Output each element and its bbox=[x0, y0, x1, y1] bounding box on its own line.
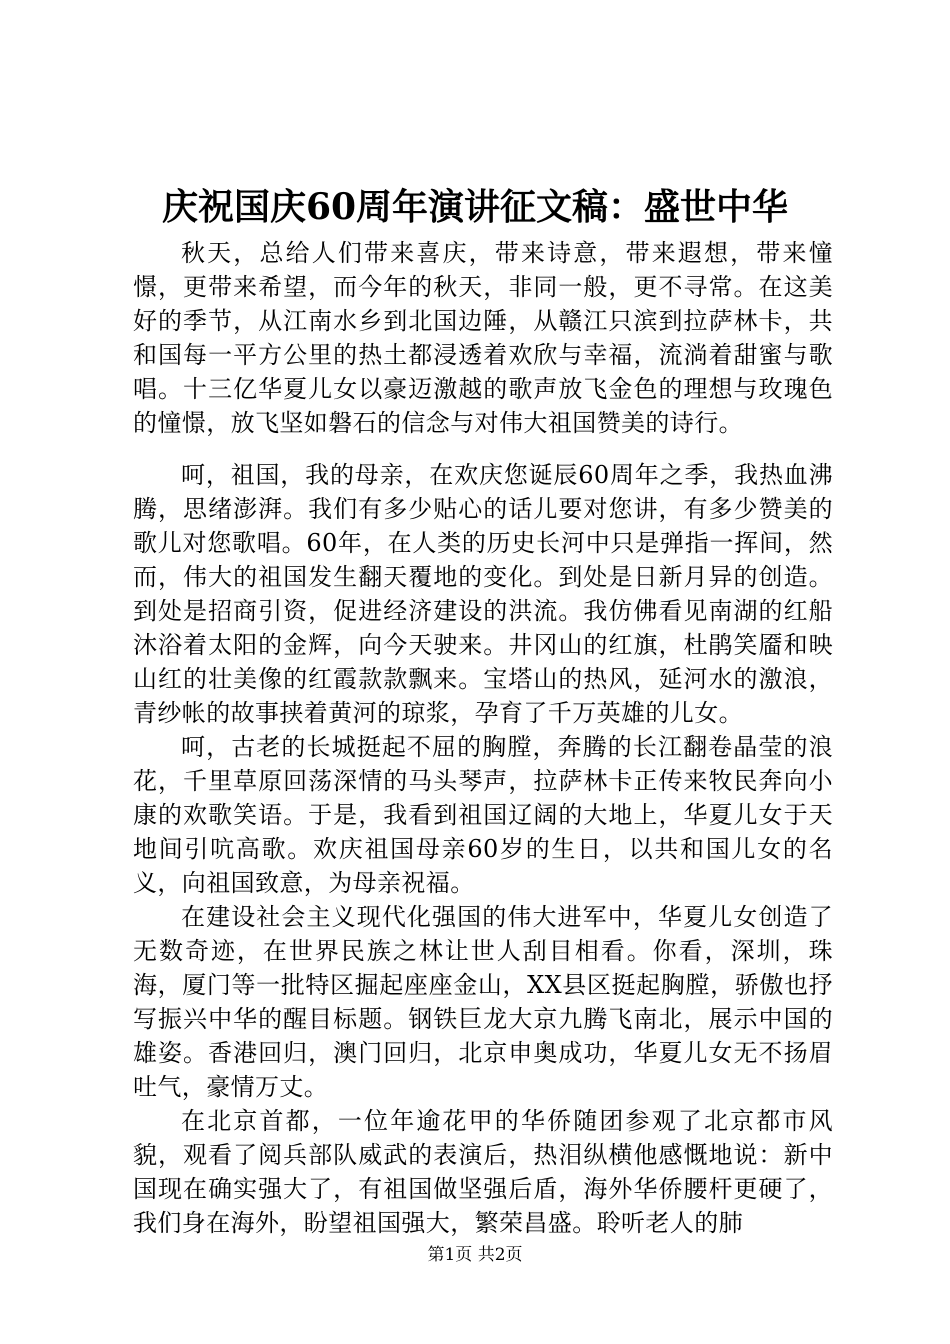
paragraph-construction: 在建设社会主义现代化强国的伟大进军中，华夏儿女创造了无数奇迹，在世界民族之林让世人刮目相看。你看，深圳，珠海，厦门等一批特区掘起座座金山，XX县区挺起胸膛，骄傲也抒写振兴中华的醒目标题。钢铁巨龙大京九腾飞南北，展示中国的雄姿。香港回归，澳门回归，北京申奥成功，华夏儿女无不扬眉吐气，豪情万丈。 bbox=[133, 903, 833, 1101]
document-title: 庆祝国庆60周年演讲征文稿：盛世中华 bbox=[161, 186, 789, 228]
document-body bbox=[133, 236, 833, 1240]
page-number-footer: 第1页 共2页 bbox=[427, 1245, 523, 1265]
paragraph-motherland: 呵，祖国，我的母亲，在欢庆您诞辰60周年之季，我热血沸腾，思绪澎湃。我们有多少贴心的话儿要对您讲，有多少赞美的歌儿对您歌唱。60年，在人类的历史长河中只是弹指一挥间，然而，伟大的祖国发生翻天覆地的变化。到处是日新月异的创造。到处是招商引资，促进经济建设的洪流。我仿佛看见南湖的红船沐浴着太阳的金辉，向今天驶来。井冈山的红旗，杜鹃笑靥和映山红的壮美像的红霞款款飘来。宝塔山的热风，延河水的激浪，青纱帐的故事挟着黄河的琼浆，孕育了千万英雄的儿女。 bbox=[133, 461, 833, 727]
paragraph-beijing: 在北京首都，一位年逾花甲的华侨随团参观了北京都市风貌，观看了阅兵部队威武的表演后，热泪纵横他感慨地说：新中国现在确实强大了，有祖国做坚强后盾，海外华侨腰杆更硬了，我们身在海外，盼望祖国强大，繁荣昌盛。聆听老人的肺 bbox=[133, 1107, 833, 1237]
paragraph-autumn: 秋天，总给人们带来喜庆，带来诗意，带来遐想，带来憧憬，更带来希望，而今年的秋天，非同一般，更不寻常。在这美好的季节，从江南水乡到北国边陲，从赣江只滨到拉萨林卡，共和国每一平方公里的热土都浸透着欢欣与幸福，流淌着甜蜜与歌唱。十三亿华夏儿女以豪迈激越的歌声放飞金色的理想与玫瑰色的憧憬，放飞坚如磐石的信念与对伟大祖国赞美的诗行。 bbox=[133, 239, 833, 437]
paragraph-great-wall: 呵，古老的长城挺起不屈的胸膛，奔腾的长江翻卷晶莹的浪花，千里草原回荡深情的马头琴声，拉萨林卡正传来牧民奔向小康的欢歌笑语。于是，我看到祖国辽阔的大地上，华夏儿女于天地间引吭高歌。欢庆祖国母亲60岁的生日，以共和国儿女的名义，向祖国致意，为母亲祝福。 bbox=[133, 733, 833, 897]
paragraph-gap bbox=[133, 440, 833, 458]
